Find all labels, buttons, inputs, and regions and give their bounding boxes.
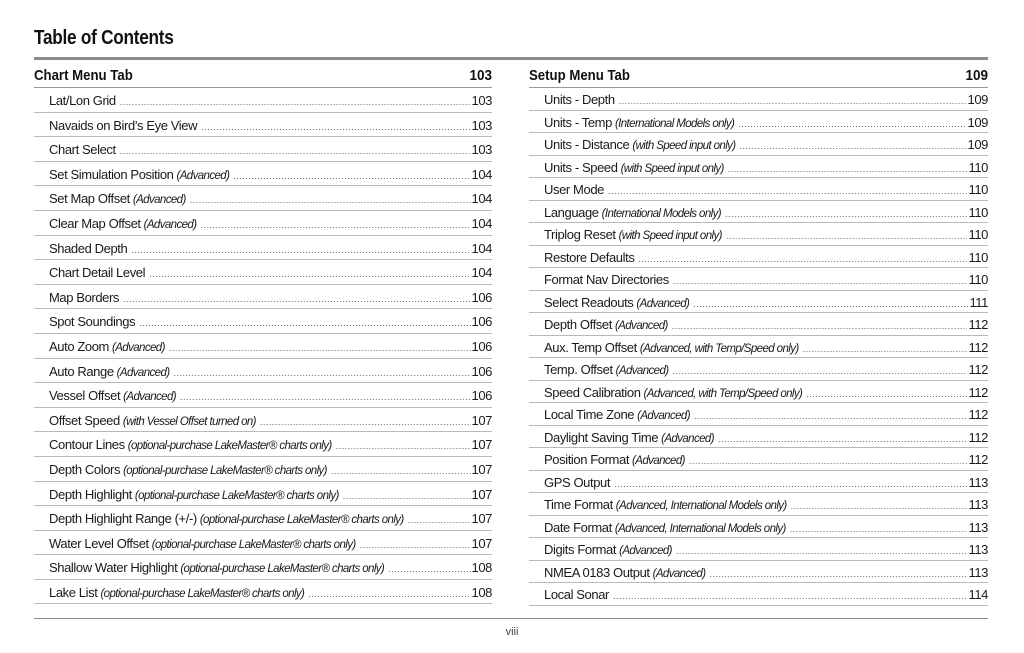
- dot-leader: [388, 556, 470, 582]
- toc-entry-note: (Advanced, International Models only): [615, 500, 787, 512]
- toc-entry-title: Aux. Temp Offset: [544, 339, 637, 355]
- dot-leader: [343, 483, 471, 509]
- toc-entry-title: NMEA 0183 Output: [544, 564, 650, 580]
- dot-leader: [709, 562, 967, 586]
- dot-leader: [190, 187, 471, 213]
- dot-leader: [149, 261, 470, 287]
- toc-entry[interactable]: [34, 113, 492, 138]
- toc-entry-page: 114: [968, 587, 988, 602]
- toc-entry-page: 107: [471, 486, 492, 502]
- toc-entry-page: 112: [968, 384, 988, 400]
- toc-entry-page: 107: [471, 461, 492, 477]
- toc-entry[interactable]: [529, 471, 988, 494]
- toc-entry-title: Chart Detail Level: [49, 265, 146, 281]
- chart-menu-section: [34, 66, 492, 604]
- toc-entry[interactable]: [34, 285, 492, 310]
- toc-entry-page: 110: [968, 204, 988, 220]
- toc-entry-title: GPS Output: [544, 474, 611, 490]
- dot-leader: [638, 247, 967, 271]
- toc-entry-title: Local Time Zone: [544, 407, 635, 422]
- dot-leader: [619, 89, 967, 113]
- toc-entry-note: (optional-purchase LakeMaster® charts only): [100, 587, 305, 600]
- toc-entry-title: Auto Range: [49, 363, 114, 379]
- toc-entry-page: 104: [471, 191, 492, 207]
- toc-entry-page: 106: [471, 314, 492, 330]
- dot-leader: [725, 202, 968, 226]
- toc-entry[interactable]: [34, 383, 492, 408]
- toc-entry-note: (Advanced): [661, 432, 714, 445]
- footer-rule: [34, 618, 988, 619]
- toc-entry[interactable]: [529, 426, 988, 449]
- toc-entry[interactable]: [529, 403, 988, 426]
- toc-entry-title: Offset Speed: [49, 412, 120, 428]
- toc-entry[interactable]: [34, 162, 492, 187]
- toc-entry[interactable]: [529, 178, 988, 201]
- toc-entry[interactable]: [34, 236, 492, 261]
- dot-leader: [803, 337, 968, 361]
- toc-entry-note: (Advanced): [615, 365, 669, 377]
- toc-entry-note: (optional-purchase LakeMaster® charts only): [199, 514, 404, 527]
- toc-entry[interactable]: [34, 211, 492, 236]
- toc-entry-note: (with Speed input only): [618, 230, 722, 242]
- toc-entry-title: Units - Distance: [544, 137, 630, 152]
- toc-entry[interactable]: [529, 583, 988, 606]
- dot-leader: [740, 134, 967, 158]
- dot-leader: [173, 360, 470, 386]
- dot-leader: [689, 449, 968, 473]
- dot-leader: [233, 163, 470, 189]
- toc-entry-note: (optional-purchase LakeMaster® charts only): [127, 440, 332, 453]
- toc-entry[interactable]: [529, 133, 988, 156]
- toc-entry-page: 104: [471, 215, 492, 231]
- title-rule: [34, 57, 988, 60]
- toc-entry[interactable]: [529, 291, 988, 314]
- toc-entry-title: Restore Defaults: [544, 249, 635, 265]
- dot-leader: [613, 584, 967, 608]
- dot-leader: [139, 310, 470, 336]
- dot-leader: [123, 286, 470, 312]
- toc-entry-title: Set Simulation Position: [49, 166, 174, 182]
- section-heading: [529, 66, 988, 88]
- toc-entry-title: Units - Temp: [544, 114, 612, 130]
- setup-menu-section: [529, 66, 988, 606]
- toc-entry-title: Lat/Lon Grid: [49, 93, 116, 108]
- toc-entry-page: 112: [968, 407, 988, 422]
- dot-leader: [131, 237, 470, 263]
- toc-entry-page: 107: [471, 437, 492, 453]
- toc-entry-title: Units - Speed: [544, 159, 618, 175]
- section-heading-label: Chart Menu Tab: [34, 67, 133, 84]
- toc-entry-title: Speed Calibration: [544, 384, 641, 400]
- toc-entry[interactable]: [529, 336, 988, 359]
- toc-entry[interactable]: [529, 201, 988, 224]
- toc-entry[interactable]: [34, 457, 492, 482]
- toc-entry-title: Chart Select: [49, 142, 116, 158]
- toc-entry[interactable]: [529, 111, 988, 134]
- toc-entry-note: (Advanced, International Models only): [614, 522, 786, 535]
- dot-leader: [718, 427, 968, 451]
- toc-entry-title: Contour Lines: [49, 437, 125, 453]
- dot-leader: [169, 335, 471, 361]
- toc-entry[interactable]: [529, 358, 988, 381]
- toc-entry-page: 113: [968, 519, 988, 535]
- toc-entry[interactable]: [529, 156, 988, 179]
- toc-entry-title: Vessel Offset: [49, 388, 121, 404]
- toc-entry[interactable]: [34, 482, 492, 507]
- toc-entry-page: 108: [471, 584, 492, 600]
- toc-entry-note: (Advanced): [637, 410, 690, 422]
- toc-entry-title: Date Format: [544, 519, 612, 535]
- toc-entry[interactable]: [529, 516, 988, 539]
- toc-entry[interactable]: [34, 506, 492, 531]
- dot-leader: [806, 382, 967, 406]
- toc-entry-note: (Advanced): [112, 341, 165, 354]
- toc-entry-title: Units - Depth: [544, 92, 615, 107]
- toc-entry-title: Depth Offset: [544, 317, 612, 332]
- toc-entry-page: 106: [471, 388, 492, 404]
- toc-entry-note: (Advanced): [619, 545, 672, 557]
- toc-entry-title: Clear Map Offset: [49, 215, 141, 231]
- toc-entry-page: 108: [471, 560, 492, 576]
- toc-entry-title: Depth Highlight: [49, 486, 132, 502]
- dot-leader: [260, 409, 471, 435]
- dot-leader: [738, 112, 966, 136]
- toc-entry-page: 110: [968, 182, 988, 197]
- dot-leader: [608, 179, 967, 203]
- toc-entry-page: 107: [471, 412, 492, 428]
- section-heading: [34, 66, 492, 88]
- toc-entry-page: 106: [471, 289, 492, 305]
- toc-entry-page: 110: [968, 227, 988, 242]
- dot-leader: [360, 532, 471, 558]
- dot-leader: [408, 507, 471, 533]
- toc-entry-note: (Advanced): [632, 455, 685, 467]
- toc-entry-title: Digits Format: [544, 542, 617, 557]
- toc-entry-page: 104: [471, 240, 492, 256]
- toc-entry-title: Time Format: [544, 497, 613, 512]
- dot-leader: [336, 433, 471, 459]
- toc-entry-page: 113: [968, 497, 988, 512]
- toc-entry-note: (Advanced): [636, 297, 690, 310]
- toc-entry-title: Daylight Saving Time: [544, 429, 659, 445]
- chart-menu-entries: [34, 88, 492, 604]
- dot-leader: [673, 269, 968, 293]
- toc-entry-page: 109: [967, 92, 988, 107]
- toc-entry-title: Local Sonar: [544, 587, 609, 602]
- toc-entry-page: 109: [967, 114, 988, 130]
- toc-entry-note: (Advanced, with Temp/Speed only): [643, 387, 803, 400]
- section-heading-page: 109: [965, 67, 988, 84]
- toc-entry-note: (with Speed input only): [620, 162, 724, 175]
- dot-leader: [331, 458, 471, 484]
- toc-entry-page: 110: [968, 159, 988, 175]
- toc-entry-page: 112: [968, 339, 988, 355]
- toc-entry-title: Format Nav Directories: [544, 272, 669, 287]
- toc-entry[interactable]: [34, 580, 492, 605]
- section-heading-page: 103: [469, 67, 492, 84]
- toc-entry[interactable]: [529, 313, 988, 336]
- dot-leader: [614, 472, 967, 496]
- toc-entry-note: (optional-purchase LakeMaster® charts only): [151, 538, 356, 551]
- toc-entry-note: (with Vessel Offset turned on): [122, 415, 256, 428]
- toc-entry-note: (Advanced): [143, 218, 197, 231]
- toc-entry-note: (optional-purchase LakeMaster® charts only): [134, 489, 339, 502]
- toc-entry-page: 103: [471, 117, 492, 133]
- toc-entry-title: Lake List: [49, 584, 98, 600]
- toc-entry[interactable]: [529, 493, 988, 516]
- toc-entry-note: (Advanced, with Temp/Speed only): [639, 342, 799, 355]
- toc-entry-title: Shaded Depth: [49, 240, 128, 256]
- toc-entry[interactable]: [529, 223, 988, 246]
- dot-leader: [120, 138, 471, 164]
- dot-leader: [694, 404, 968, 428]
- dot-leader: [672, 314, 968, 338]
- dot-leader: [200, 212, 470, 238]
- toc-entry-title: Water Level Offset: [49, 535, 149, 551]
- toc-entry[interactable]: [529, 538, 988, 561]
- toc-entry[interactable]: [34, 186, 492, 211]
- toc-entry[interactable]: [529, 88, 988, 111]
- toc-entry[interactable]: [34, 88, 492, 113]
- toc-entry-page: 113: [968, 474, 988, 490]
- toc-entry-page: 112: [968, 429, 988, 445]
- toc-entry-title: Map Borders: [49, 289, 120, 305]
- toc-entry-page: 107: [471, 535, 492, 551]
- toc-entry-page: 112: [968, 317, 988, 332]
- toc-entry[interactable]: [34, 531, 492, 556]
- toc-entry-page: 107: [471, 511, 492, 527]
- toc-entry-page: 106: [471, 363, 492, 379]
- toc-entry[interactable]: [34, 260, 492, 285]
- toc-entry-title: Set Map Offset: [49, 191, 130, 207]
- dot-leader: [201, 114, 470, 140]
- toc-entry[interactable]: [34, 359, 492, 384]
- toc-entry-note: (Advanced): [132, 194, 186, 207]
- toc-entry[interactable]: [34, 137, 492, 162]
- toc-entry-note: (Advanced): [116, 366, 170, 379]
- toc-entry-title: Language: [544, 204, 599, 220]
- toc-entry-title: Position Format: [544, 452, 630, 467]
- toc-entry-note: (optional-purchase LakeMaster® charts only): [180, 563, 385, 576]
- toc-entry-page: 104: [471, 166, 492, 182]
- setup-menu-entries: [529, 88, 988, 606]
- toc-entry-page: 112: [968, 362, 988, 377]
- toc-entry-note: (International Models only): [601, 207, 721, 220]
- dot-leader: [790, 517, 968, 541]
- dot-leader: [180, 384, 471, 410]
- page-title: Table of Contents: [34, 27, 174, 49]
- toc-entry-title: Select Readouts: [544, 294, 634, 310]
- dot-leader: [728, 157, 968, 181]
- toc-entry-note: (Advanced): [652, 567, 706, 580]
- toc-entry[interactable]: [529, 268, 988, 291]
- toc-entry-note: (Advanced): [176, 169, 230, 182]
- toc-entry-page: 110: [968, 249, 988, 265]
- toc-entry-page: 110: [968, 272, 988, 287]
- toc-entry-page: 113: [968, 542, 988, 557]
- toc-entry-note: (optional-purchase LakeMaster® charts only): [123, 464, 327, 477]
- dot-leader: [120, 89, 471, 115]
- dot-leader: [726, 224, 968, 248]
- toc-entry-title: Auto Zoom: [49, 338, 109, 354]
- dot-leader: [676, 539, 968, 563]
- toc-entry-title: Depth Highlight Range (+/-): [49, 511, 197, 527]
- toc-entry-title: Navaids on Bird’s Eye View: [49, 117, 198, 133]
- toc-entry-title: Triplog Reset: [544, 227, 616, 242]
- toc-entry[interactable]: [529, 381, 988, 404]
- toc-entry-page: 111: [969, 294, 988, 310]
- toc-entry[interactable]: [34, 309, 492, 334]
- dot-leader: [791, 494, 968, 518]
- toc-entry[interactable]: [34, 432, 492, 457]
- toc-entry[interactable]: [34, 408, 492, 433]
- toc-entry[interactable]: [34, 555, 492, 580]
- toc-entry[interactable]: [529, 561, 988, 584]
- toc-entry-note: (International Models only): [614, 117, 735, 130]
- toc-entry-title: Shallow Water Highlight: [49, 560, 178, 576]
- toc-entry-title: Temp. Offset: [544, 362, 613, 377]
- toc-entry-page: 112: [968, 452, 988, 467]
- toc-entry[interactable]: [529, 448, 988, 471]
- section-heading-label: Setup Menu Tab: [529, 67, 630, 84]
- toc-entry-title: Depth Colors: [49, 461, 121, 477]
- toc-entry-page: 103: [471, 93, 492, 108]
- toc-entry-page: 103: [471, 142, 492, 158]
- dot-leader: [308, 581, 470, 607]
- toc-entry-title: Spot Soundings: [49, 314, 136, 330]
- page-number: viii: [505, 626, 519, 638]
- toc-entry[interactable]: [529, 246, 988, 269]
- toc-entry-page: 104: [471, 265, 492, 281]
- dot-leader: [672, 359, 967, 383]
- toc-entry-note: (Advanced): [614, 320, 668, 332]
- toc-entry[interactable]: [34, 334, 492, 359]
- toc-entry-title: User Mode: [544, 182, 604, 197]
- toc-entry-page: 109: [967, 137, 988, 152]
- toc-entry-page: 113: [968, 564, 988, 580]
- toc-entry-page: 106: [471, 338, 492, 354]
- toc-entry-note: (Advanced): [123, 391, 176, 404]
- dot-leader: [693, 292, 968, 316]
- toc-entry-note: (with Speed input only): [632, 140, 736, 152]
